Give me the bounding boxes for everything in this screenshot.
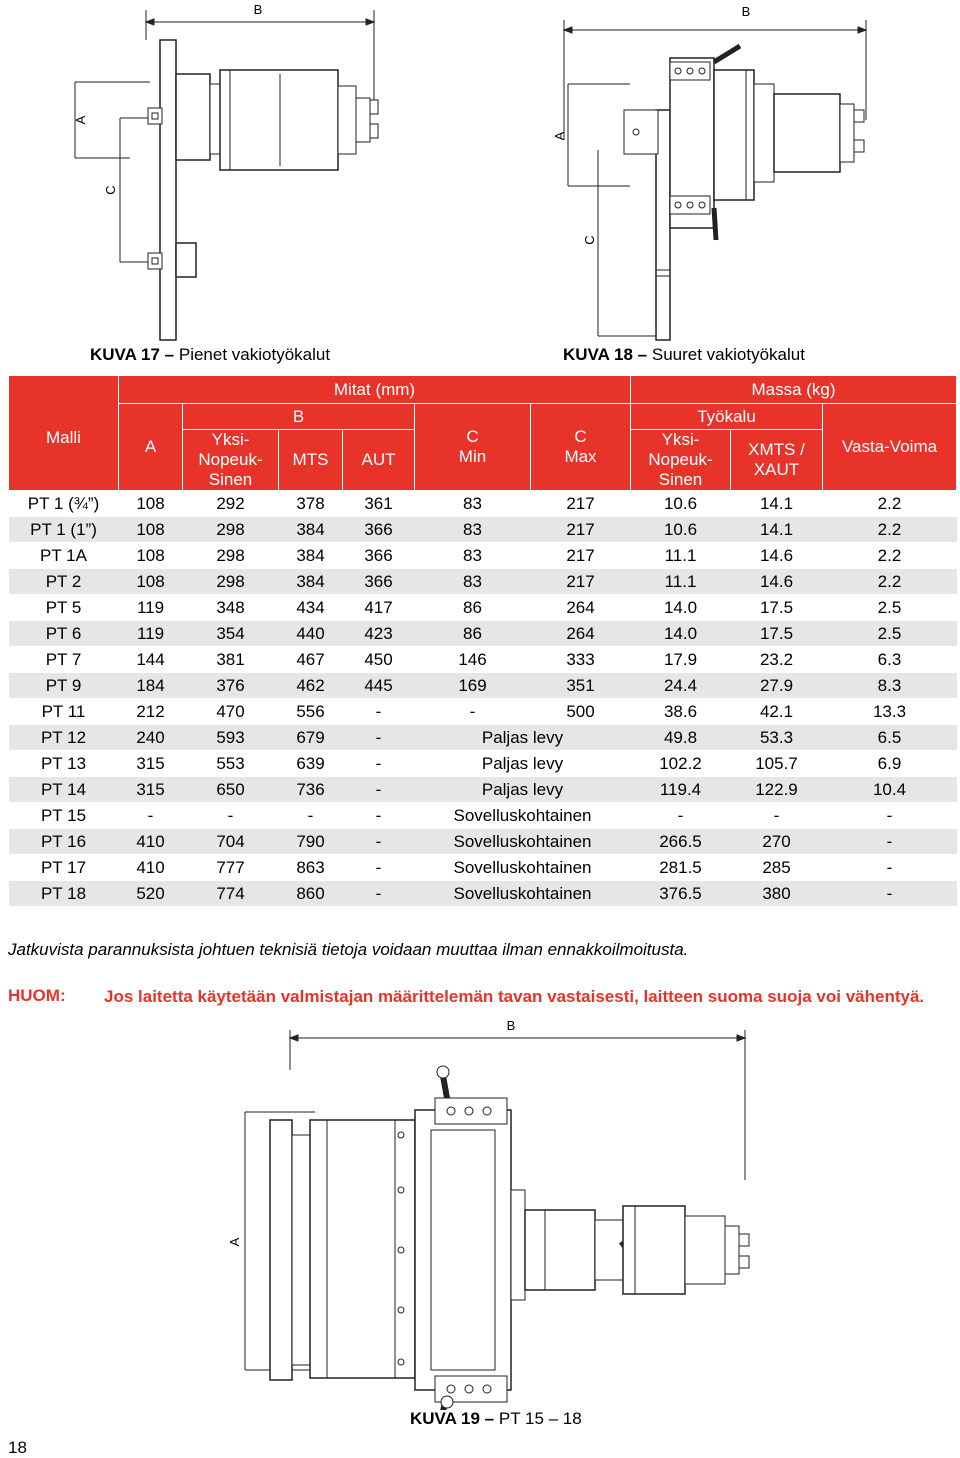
figure-19-drawing <box>215 1010 775 1410</box>
table-cell: 380 <box>731 881 823 907</box>
table-cell: 24.4 <box>631 673 731 699</box>
table-cell: 2.5 <box>823 595 957 621</box>
fig17-dim-c-label: C <box>103 185 118 195</box>
table-row <box>9 855 957 881</box>
table-cell: - <box>343 777 415 803</box>
figure-17-title: Pienet vakiotyökalut <box>178 345 331 364</box>
spec-table <box>8 375 957 907</box>
table-cell: - <box>343 699 415 725</box>
th-a: A <box>119 404 183 491</box>
table-cell: 285 <box>731 855 823 881</box>
table-cell: 470 <box>183 699 279 725</box>
table-row <box>9 621 957 647</box>
table-cell: 410 <box>119 829 183 855</box>
table-cell: - <box>343 881 415 907</box>
huom-label: HUOM: <box>8 986 66 1005</box>
table-cell: 500 <box>531 699 631 725</box>
fig19-dim-b-label: B <box>506 1018 516 1033</box>
model-cell: PT 1 (1”) <box>9 517 119 543</box>
fig18-dim-b-label: B <box>741 4 751 19</box>
table-cell: 315 <box>119 777 183 803</box>
table-cell: 217 <box>531 491 631 517</box>
table-cell: 169 <box>415 673 531 699</box>
th-aut: AUT <box>343 430 415 491</box>
table-cell: 86 <box>415 595 531 621</box>
table-cell: 17.9 <box>631 647 731 673</box>
table-cell: 83 <box>415 517 531 543</box>
table-cell: 434 <box>279 595 343 621</box>
table-cell: - <box>343 855 415 881</box>
table-row <box>9 673 957 699</box>
table-cell: 333 <box>531 647 631 673</box>
table-cell: 292 <box>183 491 279 517</box>
table-cell: 348 <box>183 595 279 621</box>
model-cell: PT 11 <box>9 699 119 725</box>
table-cell: 11.1 <box>631 569 731 595</box>
table-cell: 144 <box>119 647 183 673</box>
table-cell: 119.4 <box>631 777 731 803</box>
table-cell: 108 <box>119 543 183 569</box>
table-cell: 27.9 <box>731 673 823 699</box>
table-cell: 440 <box>279 621 343 647</box>
table-cell: 860 <box>279 881 343 907</box>
table-cell: 23.2 <box>731 647 823 673</box>
table-cell: 298 <box>183 543 279 569</box>
table-cell: 351 <box>531 673 631 699</box>
table-cell: 217 <box>531 569 631 595</box>
table-cell: 184 <box>119 673 183 699</box>
table-cell: 863 <box>279 855 343 881</box>
figure-17-dash: – <box>164 345 175 364</box>
table-cell: 240 <box>119 725 183 751</box>
table-cell: - <box>823 881 957 907</box>
table-cell: 704 <box>183 829 279 855</box>
table-cell: 2.5 <box>823 621 957 647</box>
table-cell: 384 <box>279 543 343 569</box>
table-cell: 264 <box>531 595 631 621</box>
model-cell: PT 9 <box>9 673 119 699</box>
table-row <box>9 725 957 751</box>
table-cell: 556 <box>279 699 343 725</box>
figure-18-drawing <box>550 0 880 345</box>
figure-18-title: Suuret vakiotyökalut <box>651 345 805 364</box>
th-vasta-voima: Vasta-Voima <box>823 404 957 491</box>
model-cell: PT 13 <box>9 751 119 777</box>
table-cell: Paljas levy <box>415 725 631 751</box>
table-cell: 777 <box>183 855 279 881</box>
model-cell: PT 16 <box>9 829 119 855</box>
fig19-dim-a-label: A <box>227 1237 242 1247</box>
table-cell: Sovelluskohtainen <box>415 803 631 829</box>
spec-table-body <box>9 491 957 907</box>
table-cell: 376.5 <box>631 881 731 907</box>
table-cell: 376 <box>183 673 279 699</box>
table-cell: Sovelluskohtainen <box>415 881 631 907</box>
table-cell: 119 <box>119 621 183 647</box>
figure-18-dash: – <box>637 345 648 364</box>
figure-17-caption <box>90 345 330 365</box>
th-tyokalu: Työkalu <box>631 404 823 430</box>
table-cell: 14.0 <box>631 595 731 621</box>
table-cell: 108 <box>119 517 183 543</box>
table-cell: 679 <box>279 725 343 751</box>
th-mts: MTS <box>279 430 343 491</box>
table-cell: 298 <box>183 517 279 543</box>
table-cell: 14.1 <box>731 491 823 517</box>
th-b: B <box>183 404 415 430</box>
th-b-yksinopeuksinen: Yksi- Nopeuk- Sinen <box>183 430 279 491</box>
model-cell: PT 18 <box>9 881 119 907</box>
model-cell: PT 14 <box>9 777 119 803</box>
table-cell: 108 <box>119 569 183 595</box>
table-cell: 217 <box>531 517 631 543</box>
disclaimer-note: Jatkuvista parannuksista johtuen teknisiä tietoja voidaan muuttaa ilman ennakkoilmoitusta. <box>8 940 689 959</box>
table-cell: 10.6 <box>631 517 731 543</box>
table-cell: 83 <box>415 543 531 569</box>
table-cell: 520 <box>119 881 183 907</box>
table-cell: - <box>631 803 731 829</box>
table-cell: 774 <box>183 881 279 907</box>
table-cell: 10.6 <box>631 491 731 517</box>
table-cell: 108 <box>119 491 183 517</box>
table-cell: 593 <box>183 725 279 751</box>
model-cell: PT 17 <box>9 855 119 881</box>
model-cell: PT 7 <box>9 647 119 673</box>
fig17-dim-b-label: B <box>253 2 263 17</box>
fig18-dim-c-label: C <box>582 235 597 245</box>
table-cell: 13.3 <box>823 699 957 725</box>
table-cell: - <box>343 725 415 751</box>
model-cell: PT 12 <box>9 725 119 751</box>
table-cell: 38.6 <box>631 699 731 725</box>
table-cell: 14.1 <box>731 517 823 543</box>
table-cell: 264 <box>531 621 631 647</box>
table-row <box>9 569 957 595</box>
table-cell: 146 <box>415 647 531 673</box>
table-cell: 467 <box>279 647 343 673</box>
table-row <box>9 517 957 543</box>
table-cell: 83 <box>415 569 531 595</box>
table-cell: 42.1 <box>731 699 823 725</box>
table-cell: 790 <box>279 829 343 855</box>
table-cell: 281.5 <box>631 855 731 881</box>
figure-19-number: KUVA 19 <box>410 1409 480 1428</box>
table-cell: 450 <box>343 647 415 673</box>
th-malli: Malli <box>9 376 119 491</box>
table-cell: Sovelluskohtainen <box>415 855 631 881</box>
table-cell: - <box>343 829 415 855</box>
table-cell: 10.4 <box>823 777 957 803</box>
figure-19-dash: – <box>484 1409 495 1428</box>
model-cell: PT 5 <box>9 595 119 621</box>
table-cell: 14.6 <box>731 569 823 595</box>
model-cell: PT 6 <box>9 621 119 647</box>
table-cell: 417 <box>343 595 415 621</box>
table-row <box>9 699 957 725</box>
table-cell: - <box>279 803 343 829</box>
figure-19-caption <box>410 1409 582 1429</box>
table-cell: Paljas levy <box>415 751 631 777</box>
table-cell: 11.1 <box>631 543 731 569</box>
fig17-dim-a-label: A <box>73 115 88 125</box>
table-cell: 366 <box>343 543 415 569</box>
figure-19-title: PT 15 – 18 <box>498 1409 582 1428</box>
table-row <box>9 881 957 907</box>
table-cell: 366 <box>343 569 415 595</box>
table-cell: 6.5 <box>823 725 957 751</box>
figure-17-drawing <box>70 0 390 345</box>
table-cell: 83 <box>415 491 531 517</box>
table-cell: - <box>823 855 957 881</box>
huom-text: Jos laitetta käytetään valmistajan määrittelemän tavan vastaisesti, laitteen suoma suoja voi vähentyä. <box>104 987 925 1006</box>
table-cell: 14.6 <box>731 543 823 569</box>
table-cell: 736 <box>279 777 343 803</box>
table-cell: Sovelluskohtainen <box>415 829 631 855</box>
th-c-min: C Min <box>415 404 531 491</box>
table-cell: 650 <box>183 777 279 803</box>
table-cell: 2.2 <box>823 543 957 569</box>
table-cell: 2.2 <box>823 491 957 517</box>
table-cell: 8.3 <box>823 673 957 699</box>
table-cell: 53.3 <box>731 725 823 751</box>
table-cell: 354 <box>183 621 279 647</box>
table-cell: 49.8 <box>631 725 731 751</box>
model-cell: PT 1A <box>9 543 119 569</box>
table-cell: 639 <box>279 751 343 777</box>
table-cell: - <box>823 803 957 829</box>
th-xmts-xaut: XMTS / XAUT <box>731 430 823 491</box>
table-row <box>9 595 957 621</box>
table-row <box>9 777 957 803</box>
table-row <box>9 647 957 673</box>
table-cell: 423 <box>343 621 415 647</box>
table-row <box>9 751 957 777</box>
page-number: 18 <box>8 1438 27 1457</box>
table-cell: 270 <box>731 829 823 855</box>
table-cell: 102.2 <box>631 751 731 777</box>
table-cell: 384 <box>279 569 343 595</box>
th-c-max: C Max <box>531 404 631 491</box>
table-cell: 378 <box>279 491 343 517</box>
table-cell: 361 <box>343 491 415 517</box>
table-cell: - <box>343 751 415 777</box>
table-row <box>9 491 957 517</box>
table-cell: - <box>415 699 531 725</box>
table-cell: 445 <box>343 673 415 699</box>
table-cell: 17.5 <box>731 595 823 621</box>
table-cell: 105.7 <box>731 751 823 777</box>
fig18-dim-a-label: A <box>552 131 567 141</box>
table-cell: - <box>823 829 957 855</box>
table-cell: 381 <box>183 647 279 673</box>
table-row <box>9 803 957 829</box>
table-row <box>9 829 957 855</box>
th-tyokalu-yksinopeuksinen: Yksi- Nopeuk- Sinen <box>631 430 731 491</box>
table-cell: 266.5 <box>631 829 731 855</box>
table-cell: Paljas levy <box>415 777 631 803</box>
table-cell: 2.2 <box>823 517 957 543</box>
table-cell: 366 <box>343 517 415 543</box>
table-cell: 384 <box>279 517 343 543</box>
figure-18-caption <box>563 345 805 365</box>
table-cell: 86 <box>415 621 531 647</box>
table-cell: 17.5 <box>731 621 823 647</box>
figure-18-number: KUVA 18 <box>563 345 633 364</box>
table-cell: 462 <box>279 673 343 699</box>
table-cell: - <box>119 803 183 829</box>
table-cell: - <box>183 803 279 829</box>
table-cell: 212 <box>119 699 183 725</box>
table-cell: 217 <box>531 543 631 569</box>
table-cell: 14.0 <box>631 621 731 647</box>
th-massa: Massa (kg) <box>631 376 957 404</box>
table-cell: - <box>343 803 415 829</box>
model-cell: PT 1 (¾”) <box>9 491 119 517</box>
table-cell: - <box>731 803 823 829</box>
table-cell: 2.2 <box>823 569 957 595</box>
table-cell: 410 <box>119 855 183 881</box>
model-cell: PT 15 <box>9 803 119 829</box>
model-cell: PT 2 <box>9 569 119 595</box>
table-cell: 553 <box>183 751 279 777</box>
table-cell: 315 <box>119 751 183 777</box>
th-mitat: Mitat (mm) <box>119 376 631 404</box>
table-row <box>9 543 957 569</box>
table-cell: 119 <box>119 595 183 621</box>
table-cell: 122.9 <box>731 777 823 803</box>
table-cell: 298 <box>183 569 279 595</box>
table-cell: 6.9 <box>823 751 957 777</box>
figure-17-number: KUVA 17 <box>90 345 160 364</box>
table-cell: 6.3 <box>823 647 957 673</box>
